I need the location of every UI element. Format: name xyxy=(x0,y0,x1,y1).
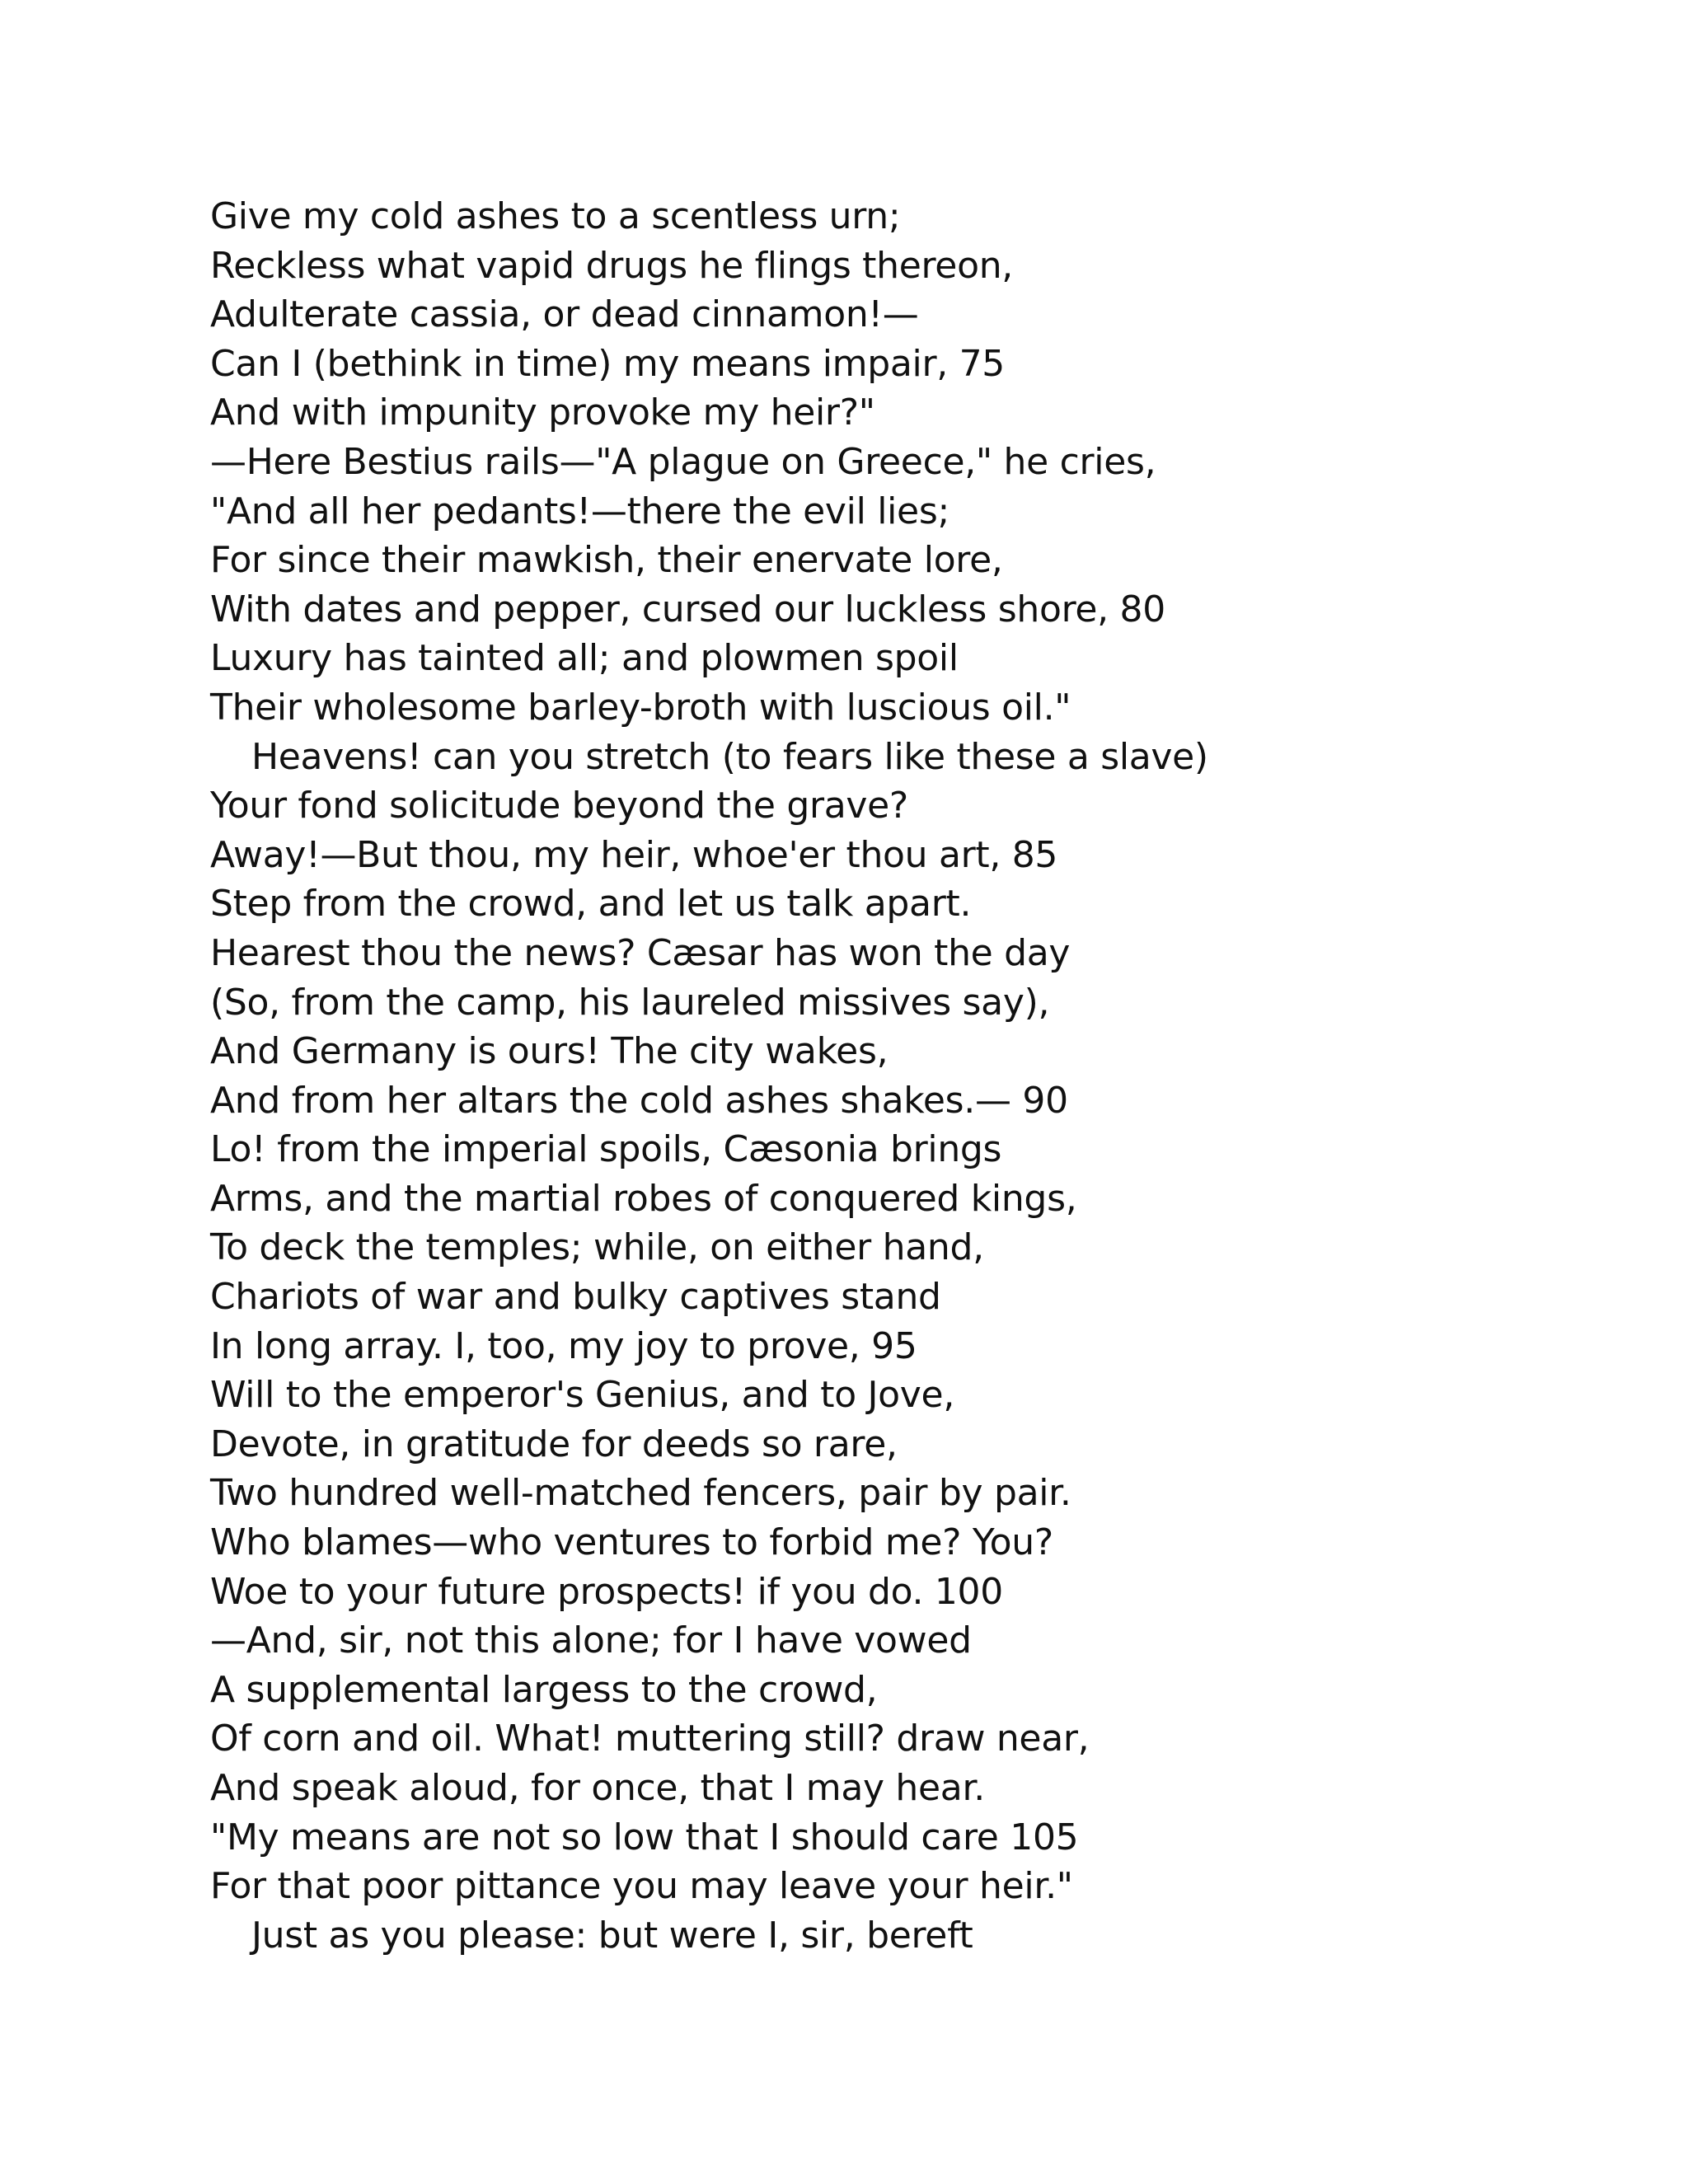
poem-line: Adulterate cassia, or dead cinnamon!— xyxy=(210,293,919,336)
poem-line: Lo! from the imperial spoils, Cæsonia brings xyxy=(210,1128,1002,1171)
poem-line: For since their mawkish, their enervate lore, xyxy=(210,539,1003,582)
poem-line: —And, sir, not this alone; for I have vowed xyxy=(210,1619,972,1662)
poem-text-block xyxy=(210,192,1611,1960)
poem-line: Woe to your future prospects! if you do. 100 xyxy=(210,1570,1003,1613)
poem-line: (So, from the camp, his laureled missives say), xyxy=(210,981,1050,1024)
poem-line: Who blames—who ventures to forbid me? You? xyxy=(210,1521,1053,1564)
poem-line: Heavens! can you stretch (to fears like these a slave) xyxy=(251,735,1208,778)
poem-line: Their wholesome barley-broth with luscious oil." xyxy=(210,686,1071,729)
poem-line: Away!—But thou, my heir, whoe'er thou art, 85 xyxy=(210,833,1058,876)
poem-line: And from her altars the cold ashes shakes.— 90 xyxy=(210,1079,1068,1122)
poem-line: A supplemental largess to the crowd, xyxy=(210,1668,878,1711)
poem-line: Reckless what vapid drugs he flings thereon, xyxy=(210,244,1013,287)
poem-line: Your fond solicitude beyond the grave? xyxy=(210,785,908,827)
poem-line: Two hundred well-matched fencers, pair by pair. xyxy=(210,1472,1071,1515)
poem-line: And Germany is ours! The city wakes, xyxy=(210,1030,889,1073)
poem-line: "And all her pedants!—there the evil lies; xyxy=(210,490,950,532)
poem-line: Arms, and the martial robes of conquered kings, xyxy=(210,1177,1077,1220)
poem-line: And with impunity provoke my heir?" xyxy=(210,391,875,434)
poem-line: To deck the temples; while, on either hand, xyxy=(210,1226,984,1269)
poem-line: Of corn and oil. What! muttering still? draw near, xyxy=(210,1718,1090,1760)
poem-line: For that poor pittance you may leave your heir." xyxy=(210,1865,1073,1908)
poem-line: Can I (bethink in time) my means impair, 75 xyxy=(210,342,1005,385)
poem-line: In long array. I, too, my joy to prove, 95 xyxy=(210,1324,917,1367)
poem-line: "My means are not so low that I should care 105 xyxy=(210,1816,1079,1858)
poem-line: —Here Bestius rails—"A plague on Greece," he cries, xyxy=(210,440,1156,483)
poem-line: And speak aloud, for once, that I may hear. xyxy=(210,1767,985,1809)
poem-line: Will to the emperor's Genius, and to Jove, xyxy=(210,1374,955,1417)
poem-line: Luxury has tainted all; and plowmen spoil xyxy=(210,637,959,680)
poem-line: Chariots of war and bulky captives stand xyxy=(210,1276,941,1319)
poem-line: With dates and pepper, cursed our luckless shore, 80 xyxy=(210,588,1165,630)
poem-line: Just as you please: but were I, sir, bereft xyxy=(251,1914,973,1957)
poem-line: Step from the crowd, and let us talk apart. xyxy=(210,883,972,926)
poem-line: Devote, in gratitude for deeds so rare, xyxy=(210,1422,898,1465)
poem-line: Give my cold ashes to a scentless urn; xyxy=(210,195,901,237)
poem-line: Hearest thou the news? Cæsar has won the day xyxy=(210,931,1071,974)
